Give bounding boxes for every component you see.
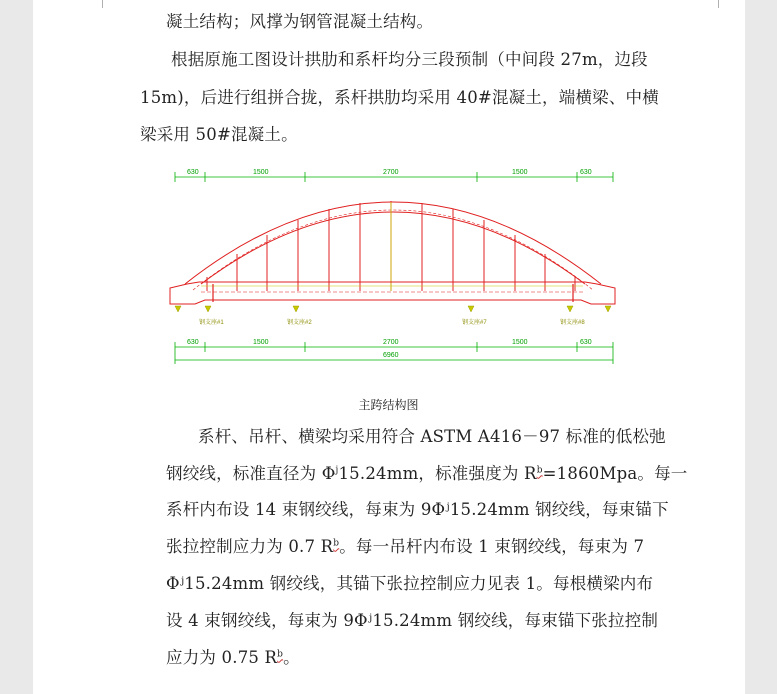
top-dim-label: 1500 (253, 169, 269, 176)
top-dim-label: 1500 (512, 169, 528, 176)
page-corner-mark (88, 0, 103, 8)
page-corner-mark (718, 0, 733, 8)
top-dim-label: 630 (187, 169, 199, 176)
top-dim-label: 2700 (383, 169, 399, 176)
bridge-drawing (165, 160, 620, 375)
text-line: 根据原施工图设计拱肋和系杆均分三段预制（中间段 27m，边段 (171, 50, 648, 69)
text-line: 系杆内布设 14 束钢绞线，每束为 9Φʲ15.24mm 钢绞线，每束锚下 (166, 500, 669, 519)
supports (175, 306, 611, 312)
text-line: 设 4 束钢绞线，每束为 9Φʲ15.24mm 钢绞线，每束锚下张拉控制 (166, 611, 659, 630)
support-label: 钢支座#2 (287, 320, 312, 326)
top-dim-label: 630 (580, 169, 592, 176)
bottom-dim-label: 630 (187, 339, 199, 346)
arch-rib (185, 202, 601, 290)
text-line: 15m)，后进行组拼合拢，系杆拱肋均采用 40#混凝土，端横梁、中横 (140, 88, 659, 107)
figure-caption: 主跨结构图 (358, 398, 419, 412)
total-dim-label: 6960 (383, 352, 399, 359)
text-line: 钢绞线，标准直径为 $\Phi^j15.24mm$，标准强度为 $R^b=1860Mpa$。每一 (166, 464, 688, 483)
bottom-dim-label: 630 (580, 339, 592, 346)
bottom-dim-label: 1500 (253, 339, 269, 346)
support-label: 钢支座#7 (462, 320, 487, 326)
text-line: Φʲ15.24mm 钢绞线，其锚下张拉控制应力见表 1。每根横梁内布 (166, 574, 654, 593)
text-line: 系杆、吊杆、横梁均采用符合 ASTM A416－97 标准的低松弛 (198, 427, 666, 446)
text-line: 张拉控制应力为 0.7 $R^b$。每一吊杆内布设 1 束钢绞线，每束为 7 (166, 537, 645, 556)
bottom-dim-label: 2700 (383, 339, 399, 346)
text-line: 梁采用 50#混凝土。 (140, 125, 298, 144)
support-label: 钢支座#1 (199, 320, 224, 326)
bottom-dim-label: 1500 (512, 339, 528, 346)
text-line: 凝土结构；风撑为钢管混凝土结构。 (166, 12, 434, 31)
support-label: 钢支座#8 (560, 320, 585, 326)
text-line: 应力为 0.75 $R^b$。 (166, 648, 300, 667)
